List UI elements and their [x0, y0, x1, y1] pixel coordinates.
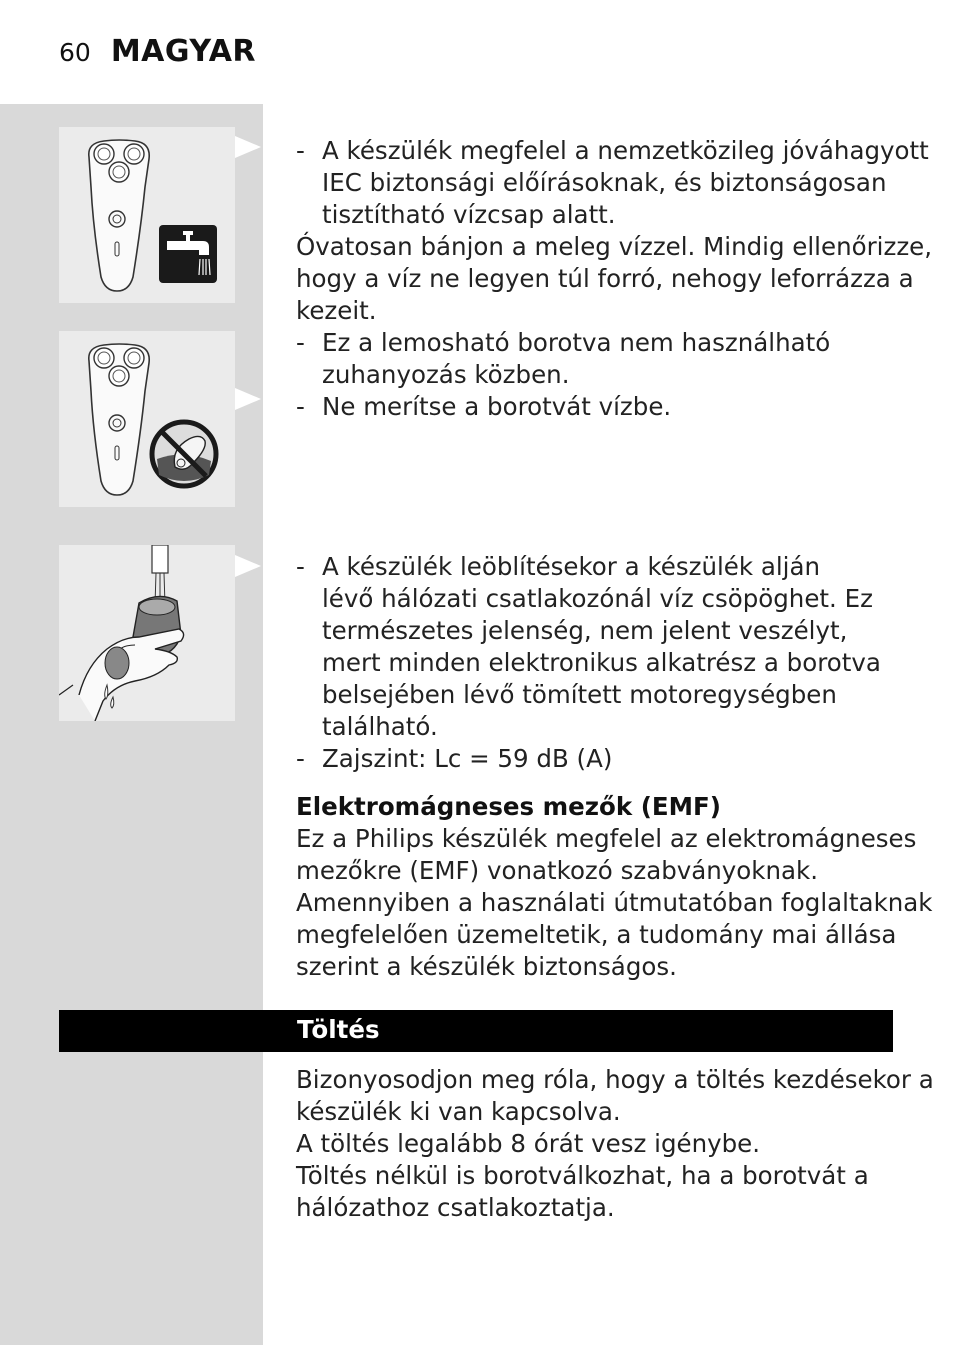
bullet-leak	[296, 551, 894, 743]
illustration-rinse	[59, 545, 235, 721]
bullet-noise	[296, 743, 894, 775]
illustration-shaver-no-immersion	[59, 331, 235, 507]
text-line: A töltés legalább 8 órát vesz igénybe.	[296, 1129, 761, 1158]
text-line: található.	[322, 712, 438, 741]
text-line: Bizonyosodjon meg róla, hogy a töltés kezdésekor a	[296, 1065, 934, 1094]
bullet-dash: -	[296, 328, 305, 357]
illustration-shaver-tap	[59, 127, 235, 303]
bullet-dash: -	[296, 744, 305, 773]
pointer-2	[235, 388, 261, 410]
text-line: zuhanyozás közben.	[322, 360, 570, 389]
text-line: kezeit.	[296, 296, 377, 325]
bullet-dash: -	[296, 136, 305, 165]
text-line: Ez a lemosható borotva nem használható	[322, 328, 831, 357]
charging-title: Töltés	[297, 1015, 380, 1044]
pointer-1	[235, 136, 261, 158]
bullet-shower	[296, 327, 894, 391]
page-header	[59, 34, 256, 69]
paragraph-hot-water	[296, 231, 933, 327]
charging-body	[296, 1064, 934, 1224]
text-line: IEC biztonsági előírásoknak, és biztonságosan	[322, 168, 887, 197]
text-line: megfelelően üzemeltetik, a tudomány mai állása	[296, 920, 897, 949]
bullet-dash: -	[296, 392, 305, 421]
page-number: 60	[59, 38, 91, 67]
text-line: A készülék leöblítésekor a készülék alján	[322, 552, 821, 581]
text-line: belsejében lévő tömített motoregységben	[322, 680, 837, 709]
text-line: természetes jelenség, nem jelent veszélyt,	[322, 616, 848, 645]
emf-heading: Elektromágneses mezők (EMF)	[296, 792, 721, 821]
text-line: hogy a víz ne legyen túl forró, nehogy leforrázza a	[296, 264, 914, 293]
emf-body	[296, 823, 933, 983]
text-line: mert minden elektronikus alkatrész a borotva	[322, 648, 881, 677]
text-line: A készülék megfelel a nemzetközileg jóváhagyott	[322, 136, 929, 165]
text-line: szerint a készülék biztonságos.	[296, 952, 677, 981]
text-line: mezőkre (EMF) vonatkozó szabványoknak.	[296, 856, 818, 885]
text-line: Töltés nélkül is borotválkozhat, ha a borotvát a	[296, 1161, 869, 1190]
text-line: Amennyiben a használati útmutatóban foglaltaknak	[296, 888, 933, 917]
pointer-3	[235, 555, 261, 577]
section-rinse-emf	[296, 551, 933, 983]
text-line: tisztítható vízcsap alatt.	[322, 200, 616, 229]
text-line: lévő hálózati csatlakozónál víz csöpöghet. Ez	[322, 584, 873, 613]
bullet-immerse	[296, 391, 894, 423]
section-bar-charging	[59, 1010, 893, 1052]
text-line: Ne merítse a borotvát vízbe.	[322, 392, 672, 421]
text-line: Óvatosan bánjon a meleg vízzel. Mindig ellenőrizze,	[296, 232, 933, 261]
rinse-hand-icon	[59, 545, 235, 721]
text-line: hálózathoz csatlakoztatja.	[296, 1193, 615, 1222]
tap-icon	[159, 225, 217, 283]
text-line: készülék ki van kapcsolva.	[296, 1097, 621, 1126]
bullet-iec	[296, 135, 929, 231]
no-immersion-icon	[149, 419, 219, 489]
text-line: Ez a Philips készülék megfelel az elektromágneses	[296, 824, 917, 853]
bullet-dash: -	[296, 552, 305, 581]
section-safety-water	[296, 135, 933, 423]
language-title: MAGYAR	[110, 34, 257, 69]
text-line: Zajszint: Lc = 59 dB (A)	[322, 744, 613, 773]
